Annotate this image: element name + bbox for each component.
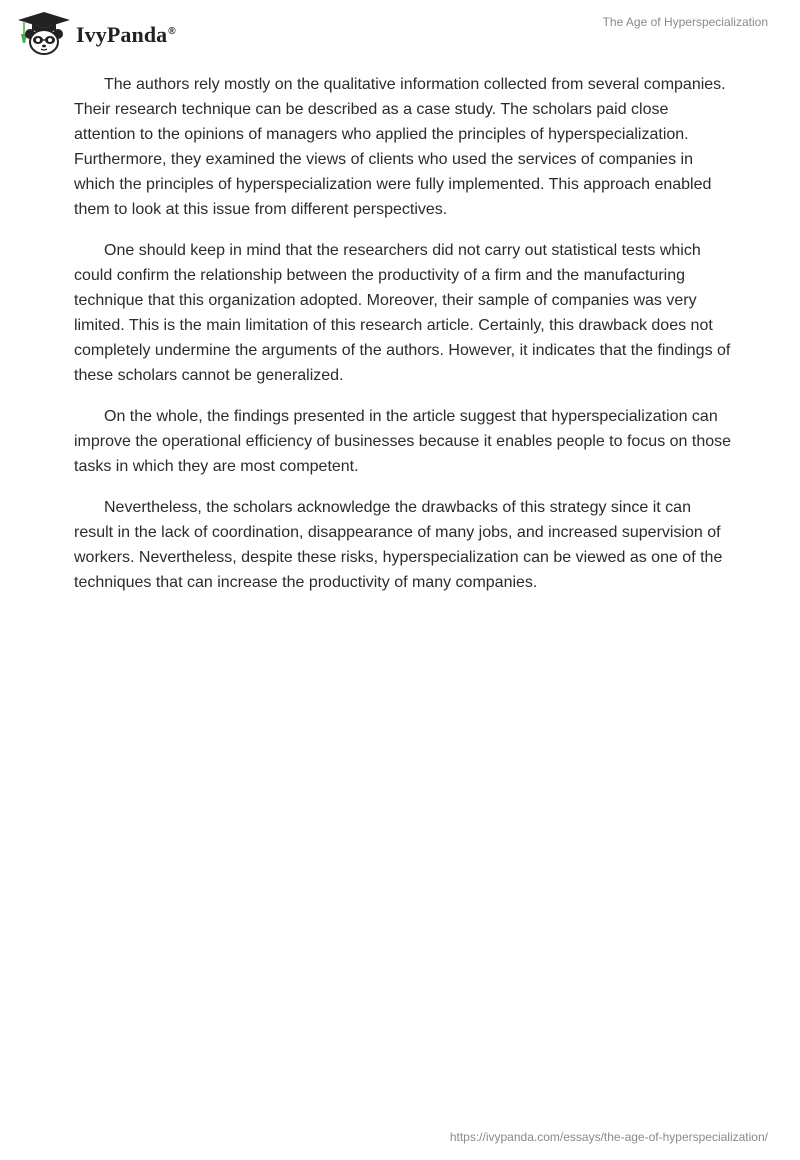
essay-body [74, 72, 734, 611]
panda-graduate-icon [16, 10, 72, 56]
paragraph-3: On the whole, the findings presented in the article suggest that hyperspecialization can improve the operational efficiency of businesses because it enables people to focus on those tasks in which they are most competent. [74, 408, 732, 475]
registered-mark: ® [168, 25, 176, 37]
paragraph-2: One should keep in mind that the researchers did not carry out statistical tests which could confirm the relationship between the productivity of a firm and the manufacturing technique that this organization adopted. Moreover, their sample of companies was very limited. This is the main limitation of this research article. Certainly, this drawback does not completely undermine the arguments of the authors. However, it indicates that the findings of these scholars cannot be generalized. [74, 242, 731, 384]
ivypanda-logo[interactable] [16, 10, 176, 56]
brand-name: IvyPanda® [76, 22, 176, 47]
paragraph-4: Nevertheless, the scholars acknowledge the drawbacks of this strategy since it can result in the lack of coordination, disappearance of many jobs, and increased supervision of workers. Nevertheless, despite these risks, hyperspecialization can be viewed as one of the techniques that can increase the productivity of many companies. [74, 499, 723, 591]
source-url-link[interactable]: https://ivypanda.com/essays/the-age-of-hyperspecialization/ [449, 1130, 768, 1144]
running-title: The Age of Hyperspecialization [602, 15, 768, 29]
paragraph-1: The authors rely mostly on the qualitative information collected from several companies. Their research technique can be described as a case study. The scholars paid close attention to the opinions of managers who applied the principles of hyperspecialization. Furthermore, they examined the views of clients who used the services of companies in which the principles of hyperspecialization were fully implemented. This approach enabled them to look at this issue from different perspectives. [74, 76, 726, 218]
